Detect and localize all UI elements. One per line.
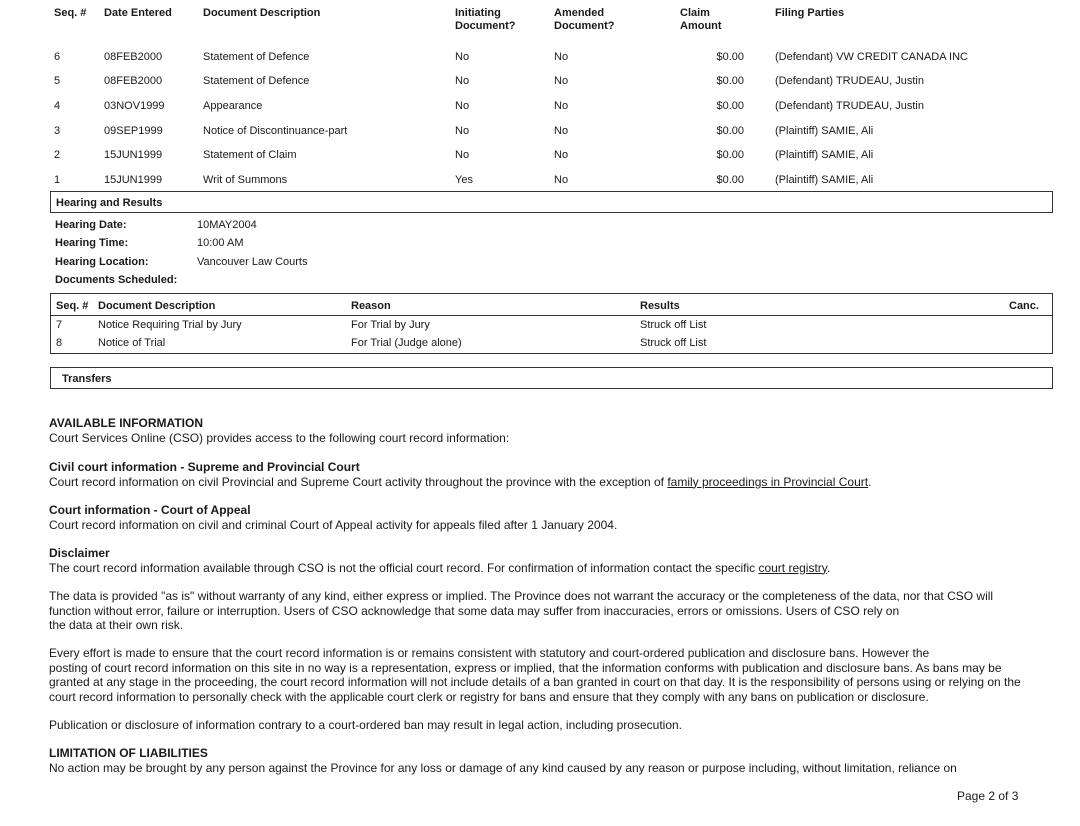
sched-seq: 7 — [56, 319, 63, 331]
col-amended-header — [554, 7, 615, 33]
hearing-location-value: Vancouver Law Courts — [197, 256, 308, 268]
sched-col-seq: Seq. # — [56, 300, 89, 312]
transfers-title: Transfers — [62, 373, 112, 385]
doc-date-entered: 15JUN1999 — [104, 173, 163, 186]
doc-date-entered: 03NOV1999 — [104, 100, 165, 112]
col-claim-header — [680, 7, 722, 33]
civil-info-section — [49, 460, 1049, 489]
available-info-text: Court Services Online (CSO) provides access to the following court record information: — [49, 430, 510, 445]
doc-seq: 2 — [54, 149, 61, 162]
doc-description: Statement of Claim — [203, 149, 297, 162]
col-initiating-line1: Initiating — [455, 7, 501, 19]
as-is-line: the data at their own risk. — [49, 618, 184, 632]
doc-filing-party: (Plaintiff) SAMIE, Ali — [775, 124, 874, 137]
appeal-info-section — [49, 503, 1049, 532]
hearing-date-label: Hearing Date: — [55, 219, 127, 231]
doc-initiating: No — [455, 124, 470, 137]
documents-table — [50, 0, 1055, 188]
sched-results: Struck off List — [640, 337, 707, 349]
table-row — [50, 114, 1055, 139]
doc-amended: No — [554, 100, 569, 112]
scheduled-documents-table — [50, 293, 1053, 354]
limitation-section — [49, 746, 1049, 775]
sched-seq: 8 — [56, 337, 63, 349]
civil-info-text-post: . — [868, 474, 872, 489]
doc-description: Statement of Defence — [203, 75, 310, 88]
hearing-date-value: 10MAY2004 — [197, 219, 257, 231]
doc-seq: 4 — [54, 100, 61, 112]
doc-date-entered: 09SEP1999 — [104, 124, 163, 137]
sched-desc: Notice of Trial — [98, 337, 166, 349]
doc-filing-party: (Defendant) TRUDEAU, Justin — [775, 100, 924, 112]
disclaimer-heading: Disclaimer — [49, 546, 110, 560]
limitation-text: No action may be brought by any person against the Province for any loss or damage of any kind caused by any reason or purpose including, without limitation, reliance on — [49, 760, 957, 775]
sched-desc: Notice Requiring Trial by Jury — [98, 319, 242, 331]
disclaimer-text-pre: The court record information available through CSO is not the official court record. For confirmation of information contact the specific — [49, 560, 759, 575]
table-row — [50, 138, 1055, 163]
as-is-line: function without error, failure or interruption. Users of CSO acknowledge that some data may suffer from inaccuracies, errors or omissions. Users of CSO rely on — [49, 603, 900, 618]
effort-line: court record information to personally check with the applicable court clerk or registry for bans and ensure that they comply with any bans on publication or disclosure. — [49, 689, 929, 704]
appeal-info-heading: Court information - Court of Appeal — [49, 503, 251, 517]
doc-claim-amount: $0.00 — [716, 75, 744, 88]
doc-amended: No — [554, 75, 569, 88]
table-row — [51, 316, 1052, 334]
col-claim-line2: Amount — [680, 20, 722, 32]
appeal-info-text: Court record information on civil and criminal Court of Appeal activity for appeals filed after 1 January 2004. — [49, 517, 618, 532]
doc-claim-amount: $0.00 — [716, 149, 744, 162]
doc-date-entered: 15JUN1999 — [104, 149, 163, 162]
doc-claim-amount: $0.00 — [716, 50, 744, 63]
doc-initiating: No — [455, 50, 470, 63]
as-is-line: The data is provided "as is" without warranty of any kind, either express or implied. The Province does not warrant the accuracy or the completeness of the data, nor that CSO will — [49, 589, 994, 603]
court-registry-link[interactable]: court registry — [758, 560, 827, 575]
col-desc-header: Document Description — [203, 7, 321, 19]
col-date-header: Date Entered — [104, 7, 172, 19]
doc-filing-party: (Plaintiff) SAMIE, Ali — [775, 173, 874, 186]
sched-col-canc: Canc. — [1009, 300, 1039, 312]
limitation-heading: LIMITATION OF LIABILITIES — [49, 746, 208, 760]
effort-line: posting of court record information on this site in no way is a representation, express or implied, that the information conforms with publication and disclosure bans. As bans may be — [49, 660, 1002, 675]
hearing-time-label: Hearing Time: — [55, 237, 129, 249]
doc-claim-amount: $0.00 — [716, 100, 744, 112]
civil-info-text — [49, 475, 1049, 490]
transfers-section — [50, 367, 1053, 389]
doc-claim-amount: $0.00 — [716, 124, 744, 137]
family-proceedings-link[interactable]: family proceedings in Provincial Court — [667, 474, 869, 489]
publication-text: Publication or disclosure of information contrary to a court-ordered ban may result in legal action, including prosecution. — [49, 718, 682, 732]
scheduled-documents-header — [51, 294, 1052, 316]
disclaimer-text-post: . — [826, 560, 831, 575]
sched-col-desc: Document Description — [98, 300, 216, 312]
doc-amended: No — [554, 173, 569, 186]
table-row — [50, 89, 1055, 114]
doc-seq: 1 — [54, 173, 61, 186]
doc-initiating: Yes — [455, 173, 473, 186]
doc-date-entered: 08FEB2000 — [104, 75, 163, 88]
doc-initiating: No — [455, 100, 470, 112]
hearing-section-title: Hearing and Results — [56, 197, 163, 209]
table-row — [50, 65, 1055, 90]
table-row — [50, 163, 1055, 188]
disclaimer-section — [49, 546, 1049, 575]
doc-amended: No — [554, 50, 569, 63]
doc-description: Statement of Defence — [203, 50, 310, 63]
doc-initiating: No — [455, 75, 470, 88]
as-is-paragraph — [49, 589, 1049, 633]
sched-reason: For Trial (Judge alone) — [351, 337, 462, 349]
doc-seq: 6 — [54, 50, 61, 63]
col-claim-line1: Claim — [680, 7, 710, 19]
hearing-time-value: 10:00 AM — [197, 237, 244, 249]
doc-description: Writ of Summons — [203, 173, 288, 186]
doc-amended: No — [554, 149, 569, 162]
col-initiating-header — [455, 7, 516, 33]
doc-amended: No — [554, 124, 569, 137]
publication-paragraph — [49, 718, 1049, 733]
documents-scheduled-label: Documents Scheduled: — [55, 274, 178, 286]
table-row — [50, 40, 1055, 65]
disclaimer-text — [49, 561, 1049, 576]
doc-description: Appearance — [203, 100, 263, 112]
hearing-location-label: Hearing Location: — [55, 256, 149, 268]
col-amended-line1: Amended — [554, 7, 605, 19]
col-initiating-line2: Document? — [455, 20, 516, 32]
sched-col-results: Results — [640, 300, 680, 312]
doc-seq: 5 — [54, 75, 61, 88]
effort-line: Every effort is made to ensure that the court record information is or remains consistent with statutory and court-ordered publication and disclosure bans. However the — [49, 646, 930, 660]
col-seq-header: Seq. # — [54, 7, 87, 19]
available-info-heading: AVAILABLE INFORMATION — [49, 416, 203, 430]
sched-reason: For Trial by Jury — [351, 319, 430, 331]
doc-description: Notice of Discontinuance-part — [203, 124, 348, 137]
effort-paragraph — [49, 646, 1049, 704]
hearing-section-header — [50, 191, 1053, 213]
doc-claim-amount: $0.00 — [716, 173, 744, 186]
doc-filing-party: (Plaintiff) SAMIE, Ali — [775, 149, 874, 162]
doc-filing-party: (Defendant) TRUDEAU, Justin — [775, 75, 924, 88]
col-amended-line2: Document? — [554, 20, 615, 32]
doc-filing-party: (Defendant) VW CREDIT CANADA INC — [775, 50, 968, 63]
sched-results: Struck off List — [640, 319, 707, 331]
sched-col-reason: Reason — [351, 300, 391, 312]
effort-line: granted at any stage in the proceeding, the court record information will not include details of a ban granted in court on that day. It is the responsibility of persons using or relying on the — [49, 675, 1021, 689]
available-info-section — [49, 416, 1049, 445]
doc-initiating: No — [455, 149, 470, 162]
table-row — [51, 334, 1052, 352]
doc-seq: 3 — [54, 124, 61, 137]
civil-info-heading: Civil court information - Supreme and Provincial Court — [49, 460, 360, 474]
doc-date-entered: 08FEB2000 — [104, 50, 163, 63]
civil-info-text-pre: Court record information on civil Provincial and Supreme Court activity throughout the province with the exception of — [49, 474, 668, 489]
documents-table-body — [50, 40, 1055, 188]
col-parties-header: Filing Parties — [775, 7, 845, 19]
documents-table-header — [50, 0, 1055, 40]
page-number: Page 2 of 3 — [957, 789, 1019, 803]
